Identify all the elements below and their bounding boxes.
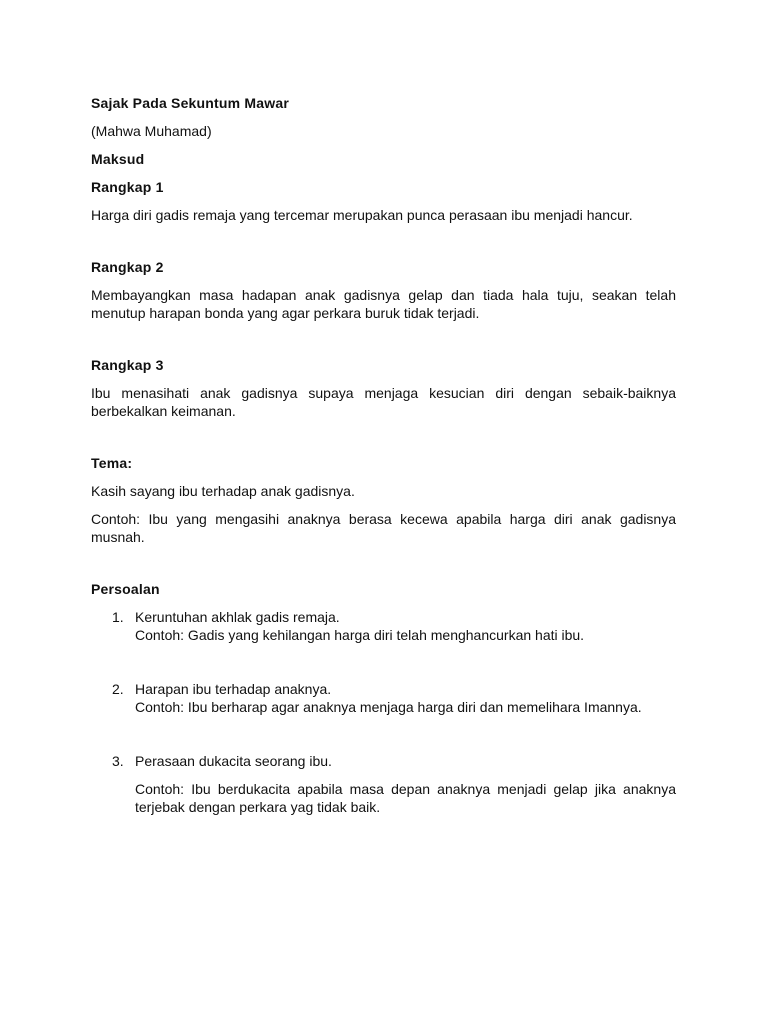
document-author: (Mahwa Muhamad) [91,123,212,139]
list-item-text: Harapan ibu terhadap anaknya. [135,681,332,697]
rangkap-2-text: Membayangkan masa hadapan anak gadisnya gelap dan tiada hala tuju, seakan telah menutup harapan bonda yang agar perkara buruk tidak terjadi. [91,287,676,321]
rangkap-1-text: Harga diri gadis remaja yang tercemar merupakan punca perasaan ibu menjadi hancur. [91,207,633,223]
list-item-number: 1. [112,609,124,625]
rangkap-1-heading: Rangkap 1 [91,179,164,195]
list-item [91,752,676,816]
rangkap-2-heading: Rangkap 2 [91,259,164,275]
tema-text: Kasih sayang ibu terhadap anak gadisnya. [91,483,355,499]
list-item [91,680,676,716]
list-item-number: 2. [112,681,124,697]
list-item-text: Perasaan dukacita seorang ibu. [135,753,332,769]
rangkap-3-heading: Rangkap 3 [91,357,164,373]
rangkap-3-text: Ibu menasihati anak gadisnya supaya menjaga kesucian diri dengan sebaik-baiknya berbekalkan keimanan. [91,385,676,419]
list-item-number: 3. [112,753,124,769]
list-item-contoh: Contoh: Gadis yang kehilangan harga diri telah menghancurkan hati ibu. [135,627,585,643]
list-item-contoh: Contoh: Ibu berharap agar anaknya menjaga harga diri dan memelihara Imannya. [135,699,642,715]
tema-contoh: Contoh: Ibu yang mengasihi anaknya berasa kecewa apabila harga diri anak gadisnya musnah. [91,511,676,545]
tema-heading: Tema: [91,455,133,471]
list-item-text: Keruntuhan akhlak gadis remaja. [135,609,340,625]
list-item [91,608,676,644]
persoalan-list [91,608,676,816]
maksud-heading: Maksud [91,151,145,167]
list-item-contoh: Contoh: Ibu berdukacita apabila masa depan anaknya menjadi gelap jika anaknya terjebak dengan perkara yag tidak baik. [135,781,676,815]
persoalan-heading: Persoalan [91,581,160,597]
document-page [91,94,676,816]
document-title: Sajak Pada Sekuntum Mawar [91,95,289,111]
